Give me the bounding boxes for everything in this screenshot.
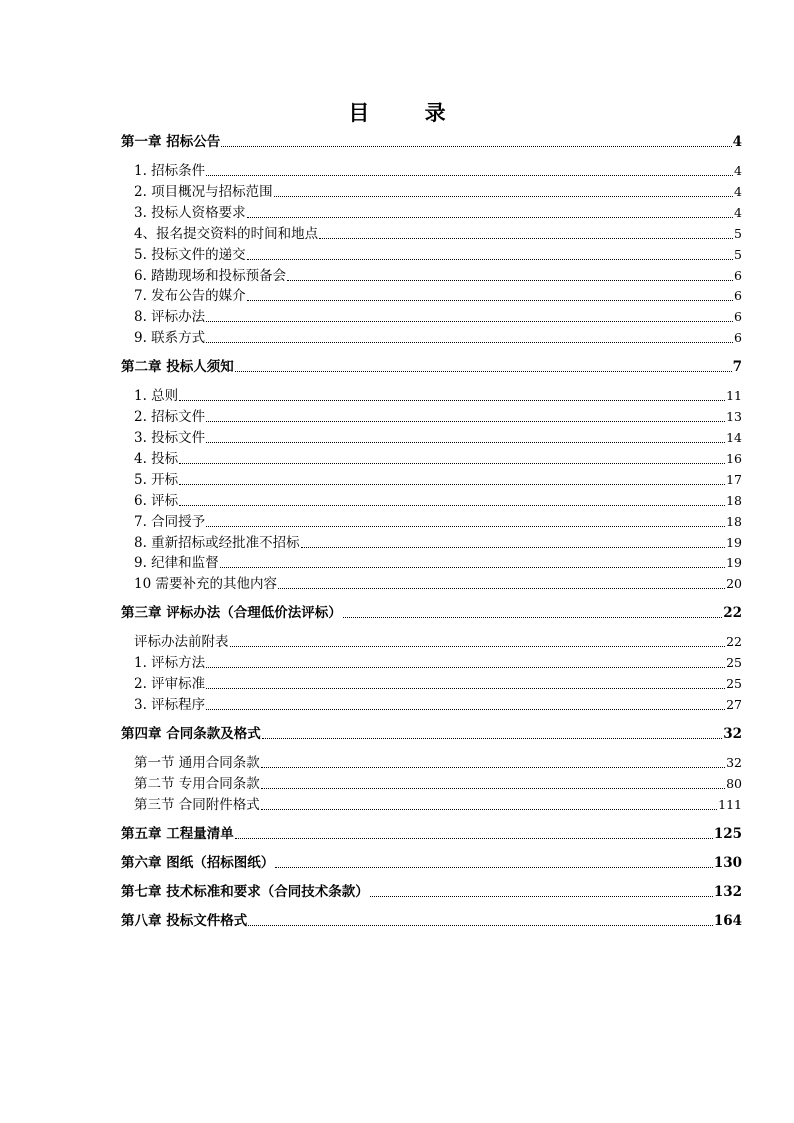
dot-leader: [261, 767, 725, 768]
toc-chapter-entry[interactable]: [121, 603, 742, 623]
toc-entry-label: 1. 总则: [134, 388, 179, 405]
toc-entry-label: 1. 招标条件: [134, 163, 206, 179]
toc-section-entry[interactable]: [134, 491, 742, 511]
toc-entry-label: 9. 纪律和监督: [134, 555, 219, 572]
toc-page-number: 6: [734, 330, 742, 346]
dot-leader: [230, 646, 726, 647]
toc-entry-label: 评标办法前附表: [134, 634, 229, 651]
toc-section-entry[interactable]: [134, 574, 742, 594]
toc-section-entry[interactable]: [134, 753, 742, 773]
toc-page-number: 25: [726, 655, 742, 671]
toc-entry-label: 3. 投标文件: [134, 430, 206, 446]
toc-section-entry[interactable]: [134, 632, 742, 652]
toc-entry-label: 第六章 图纸（招标图纸）: [121, 854, 275, 871]
toc-entry-label: 7. 合同授予: [134, 513, 206, 530]
toc-page-number: 164: [713, 912, 742, 929]
toc-entry-label: 9. 联系方式: [134, 330, 206, 347]
toc-page-number: 27: [726, 697, 742, 712]
toc-entry-label: 第八章 投标文件格式: [121, 912, 248, 929]
toc-chapter-entry[interactable]: [121, 911, 742, 931]
toc-page-number: 16: [726, 450, 742, 466]
dot-leader: [247, 259, 733, 260]
toc-page-number: 17: [726, 471, 742, 487]
toc-page-number: 19: [726, 534, 742, 550]
dot-leader: [206, 321, 733, 322]
dot-leader: [247, 300, 733, 301]
toc-section-entry[interactable]: [134, 161, 742, 181]
toc-section-entry[interactable]: [134, 533, 742, 553]
toc-entry-label: 7. 发布公告的媒介: [134, 288, 246, 305]
toc-page-number: 19: [726, 555, 742, 571]
toc-entry-label: 3. 评标程序: [134, 697, 206, 713]
dot-leader: [319, 238, 733, 239]
toc-page-number: 11: [726, 388, 742, 404]
toc-entry-label: 第一章 招标公告: [121, 134, 221, 150]
toc-page-number: 7: [732, 359, 742, 376]
toc-section-entry[interactable]: [134, 553, 742, 573]
toc-section-entry[interactable]: [134, 266, 742, 286]
toc-chapter-entry[interactable]: [121, 853, 742, 873]
toc-page-number: 22: [726, 634, 742, 650]
dot-leader: [206, 526, 725, 527]
toc-page-number: 4: [734, 204, 742, 220]
toc-section-entry[interactable]: [134, 653, 742, 673]
toc-entry-label: 1. 评标方法: [134, 655, 206, 672]
toc-section-entry[interactable]: [134, 328, 742, 348]
dot-leader: [261, 788, 725, 789]
toc-page-number: 80: [726, 775, 742, 791]
toc-section-entry[interactable]: [134, 512, 742, 532]
toc-page-number: 4: [734, 183, 742, 199]
toc-page-number: 125: [713, 825, 742, 842]
toc-page-number: 4: [734, 163, 742, 178]
toc-entry-label: 5. 开标: [134, 471, 179, 488]
dot-leader: [221, 146, 731, 147]
toc-entry-label: 第三章 评标办法（合理低价法评标）: [121, 605, 342, 622]
page-title: 目 录: [348, 100, 470, 125]
toc-entry-label: 第五章 工程量清单: [121, 825, 234, 842]
toc-section-entry[interactable]: [134, 224, 742, 244]
toc-page-number: 13: [726, 409, 742, 425]
toc-page-number: 18: [726, 492, 742, 508]
toc-entry-label: 5. 投标文件的递交: [134, 246, 246, 263]
toc-section-entry[interactable]: [134, 407, 742, 427]
toc-entry-label: 6. 评标: [134, 492, 179, 509]
toc-entry-label: 4. 投标: [134, 450, 179, 467]
toc-section-entry[interactable]: [134, 674, 742, 694]
dot-leader: [206, 442, 725, 443]
toc-entry-label: 第二章 投标人须知: [121, 359, 234, 376]
toc-page-number: 5: [734, 246, 742, 262]
dot-leader: [235, 838, 713, 839]
toc-page-number: 130: [713, 854, 742, 871]
toc-page-number: 22: [723, 605, 742, 622]
toc-entry-label: 第三节 合同附件格式: [134, 796, 260, 813]
dot-leader: [220, 567, 725, 568]
toc-entry-label: 第二节 专用合同条款: [134, 775, 260, 792]
toc-section-entry[interactable]: [134, 386, 742, 406]
dot-leader: [206, 688, 725, 689]
toc-chapter-entry[interactable]: [121, 132, 742, 152]
dot-leader: [274, 196, 733, 197]
toc-entry-label: 3. 投标人资格要求: [134, 204, 246, 221]
toc-section-entry[interactable]: [134, 307, 742, 327]
toc-page-number: 132: [713, 883, 742, 900]
dot-leader: [278, 588, 725, 589]
dot-leader: [248, 925, 713, 926]
toc-section-entry[interactable]: [134, 428, 742, 448]
dot-leader: [261, 809, 717, 810]
toc-entry-label: 6. 踏勘现场和投标预备会: [134, 267, 287, 284]
toc-page-number: 6: [734, 267, 742, 283]
toc-page-number: 4: [732, 134, 742, 150]
toc-page-number: 18: [726, 513, 742, 529]
dot-leader: [206, 342, 733, 343]
toc-page-number: 111: [718, 796, 742, 812]
toc-section-entry[interactable]: [134, 286, 742, 306]
toc-section-entry[interactable]: [134, 795, 742, 815]
toc-section-entry[interactable]: [134, 695, 742, 715]
toc-page-number: 5: [734, 225, 742, 241]
toc-chapter-entry[interactable]: [121, 724, 742, 744]
dot-leader: [275, 867, 713, 868]
toc-section-entry[interactable]: [134, 470, 742, 490]
toc-page-number: 20: [726, 576, 742, 592]
toc-page-number: 25: [726, 676, 742, 692]
dot-leader: [235, 371, 732, 372]
toc-section-entry[interactable]: [134, 774, 742, 794]
toc-entry-label: 4、报名提交资料的时间和地点: [134, 225, 319, 242]
dot-leader: [206, 709, 725, 710]
toc-chapter-entry[interactable]: [121, 357, 742, 377]
dot-leader: [206, 175, 733, 176]
toc-section-entry[interactable]: [134, 449, 742, 469]
toc-page-number: 6: [734, 288, 742, 304]
dot-leader: [206, 667, 725, 668]
toc-entry-label: 第七章 技术标准和要求（合同技术条款）: [121, 883, 369, 900]
toc-page-number: 14: [726, 430, 742, 445]
toc-entry-label: 8. 重新招标或经批准不招标: [134, 534, 300, 551]
dot-leader: [179, 400, 725, 401]
toc-entry-label: 2. 项目概况与招标范围: [134, 183, 273, 200]
dot-leader: [247, 217, 733, 218]
toc-entry-label: 2. 评审标准: [134, 676, 206, 693]
toc-entry-label: 8. 评标办法: [134, 309, 206, 326]
toc-entry-label: 10 需要补充的其他内容: [134, 576, 277, 593]
dot-leader: [179, 463, 725, 464]
toc-section-entry[interactable]: [134, 203, 742, 223]
toc-chapter-entry[interactable]: [121, 824, 742, 844]
toc-entry-label: 2. 招标文件: [134, 409, 206, 426]
dot-leader: [370, 896, 713, 897]
toc-section-entry[interactable]: [134, 245, 742, 265]
toc-page-number: 32: [726, 755, 742, 770]
toc-section-entry[interactable]: [134, 182, 742, 202]
dot-leader: [179, 484, 725, 485]
toc-entry-label: 第一节 通用合同条款: [134, 755, 260, 771]
toc-page-number: 6: [734, 309, 742, 325]
toc-page-number: 32: [723, 726, 742, 742]
dot-leader: [262, 738, 723, 739]
dot-leader: [343, 617, 723, 618]
dot-leader: [179, 505, 725, 506]
dot-leader: [301, 547, 725, 548]
toc-chapter-entry[interactable]: [121, 882, 742, 902]
dot-leader: [287, 280, 733, 281]
toc-entry-label: 第四章 合同条款及格式: [121, 726, 261, 742]
dot-leader: [206, 421, 725, 422]
